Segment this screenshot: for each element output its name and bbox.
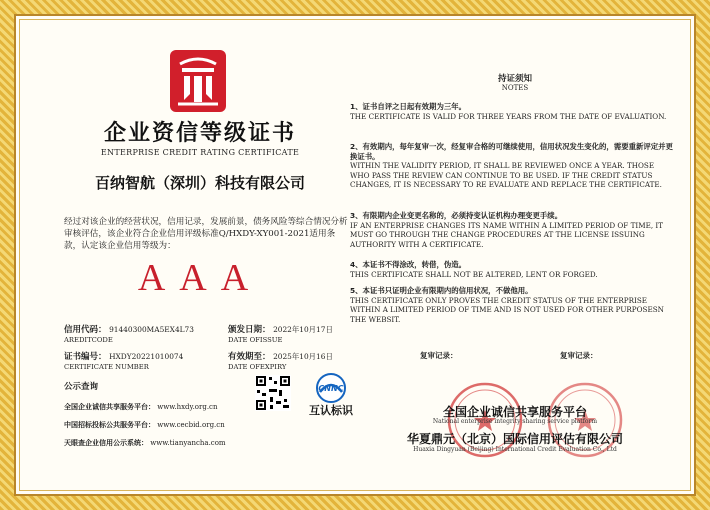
note-item-3 [350,211,675,249]
qr-code-icon [255,375,291,411]
note-item-4 [350,260,675,279]
query-line-cecbid-url[interactable]: www.cecbid.org.cn [157,421,225,429]
platform-name: 全国企业诚信共享服务平台 [442,405,587,419]
expiry-date-en: DATE OFEXPIRY [228,363,287,371]
note-item-3-en: IF AN ENTERPRISE CHANGES ITS NAME WITHIN A LIMITED PERIOD OF TIME, IT MUST GO THROUGH THE CHANGE PROCEDURES AT THE LICENSE ISSUING AUTHORITY WITH A CERTIFICATE. [350,220,664,249]
cert-number-en: CERTIFICATE NUMBER [64,363,149,371]
credit-code-en: AREDITCODE [64,336,113,344]
issue-date-field [228,325,333,345]
certificate-paper [20,20,690,490]
cert-number-value: HXDY20221010074 [109,352,184,361]
left-panel [50,20,353,490]
notes-title: 持证须知 [497,74,532,84]
query-line-tianyancha-label: 天眼查企业信用公示系统： [64,439,148,447]
cert-number-label: 证书编号： [64,352,107,362]
note-item-2-en: WITHIN THE VALIDITY PERIOD, IT SHALL BE REVIEWED ONCE A YEAR. THOSE WHO PASS THE REVIEW CAN CONTINUE TO BE USED. IF THE CREDIT STATUS CHANGES, IT IS NECESSARY TO RE EVALUATE AND REPLACE THE CERTIFICATE. [350,161,662,190]
issue-date-label: 颁发日期： [228,325,271,335]
note-item-1-cn: 1、证书自评之日起有效期为三年。 [350,102,467,111]
platform-name-en: National enterprise integrity sharing service platform [432,418,598,425]
note-item-4-en: THIS CERTIFICATE SHALL NOT BE ALTERED, LENT OR FORGED. [350,269,598,279]
query-line-hxdy-url[interactable]: www.hxdy.org.cn [157,403,218,411]
rating-statement: 经过对该企业的经营状况，信用记录，发展前景，债务风险等综合情况分析审核评估，该企业符合企业信用评级标准Q/HXDY-XY001-2021适用条款，认定该企业信用等级为： [64,217,348,251]
mutual-recognition-label: 互认标识 [309,404,353,417]
issue-date-value: 2022年10月17日 [273,325,333,334]
issuer-name-en: Huaxia Dingyuan (Beijing) International Credit Evaluation Co., Ltd [413,446,617,453]
issuer-name: 华夏鼎元（北京）国际信用评估有限公司 [406,432,623,446]
note-item-1 [350,102,675,121]
credit-code-label: 信用代码： [64,325,107,335]
note-item-2-cn: 2、有效期内，每年复审一次，经复审合格的可继续使用，信用状况发生变化的，需要重新评定并更换证书。 [350,142,673,161]
notes-panel [350,20,680,490]
note-item-4-cn: 4、本证书不得涂改，转借，伪造。 [350,260,467,269]
credit-code-value: 91440300MA5EX4L73 [109,325,194,334]
query-line-tianyancha [64,438,226,448]
query-line-hxdy-label: 全国企业诚信共享服务平台： [64,403,155,411]
expiry-date-field [228,352,333,372]
note-item-2 [350,142,675,190]
query-title: 公示查询 [64,382,99,392]
query-line-cecbid-label: 中国招标投标公共服务平台： [64,421,155,429]
query-line-tianyancha-url[interactable]: www.tianyancha.com [150,439,226,447]
note-item-3-cn: 3、有限期内企业变更名称的，必须持变认证机构办理变更手续。 [350,211,563,220]
certificate-title: 企业资信等级证书 [103,121,296,146]
review-record-2: 复审记录： [560,351,598,360]
expiry-date-label: 有效期至： [228,352,271,362]
company-name: 百纳智航（深圳）科技有限公司 [94,174,305,192]
query-line-cecbid [64,420,225,430]
notes-title-en: NOTES [501,84,529,92]
review-record-1: 复审记录： [420,351,458,360]
note-item-5-cn: 5、本证书只证明企业有限期内的信用状况，不做他用。 [350,286,533,295]
credit-grade: AAA [137,257,263,299]
note-item-5-en: THIS CERTIFICATE ONLY PROVES THE CREDIT STATUS OF THE ENTERPRISE WITHIN A LIMITED PERIOD OF TIME AND IS NOT USED FOR OTHER PURPOSESN THE WEBSIT. [350,295,664,324]
cnnc-label: CNNC [318,384,344,393]
note-item-1-en: THE CERTIFICATE IS VALID FOR THREE YEARS FROM THE DATE OF EVALUATION. [350,111,667,121]
query-line-hxdy [64,402,218,412]
logo-icon [170,50,226,112]
issue-date-en: DATE OFISSUE [228,336,283,344]
certificate-title-en: ENTERPRISE CREDIT RATING CERTIFICATE [100,148,300,157]
credit-code-field [64,325,194,345]
cert-number-field [64,352,183,372]
expiry-date-value: 2025年10月16日 [273,352,333,361]
note-item-5 [350,286,675,324]
